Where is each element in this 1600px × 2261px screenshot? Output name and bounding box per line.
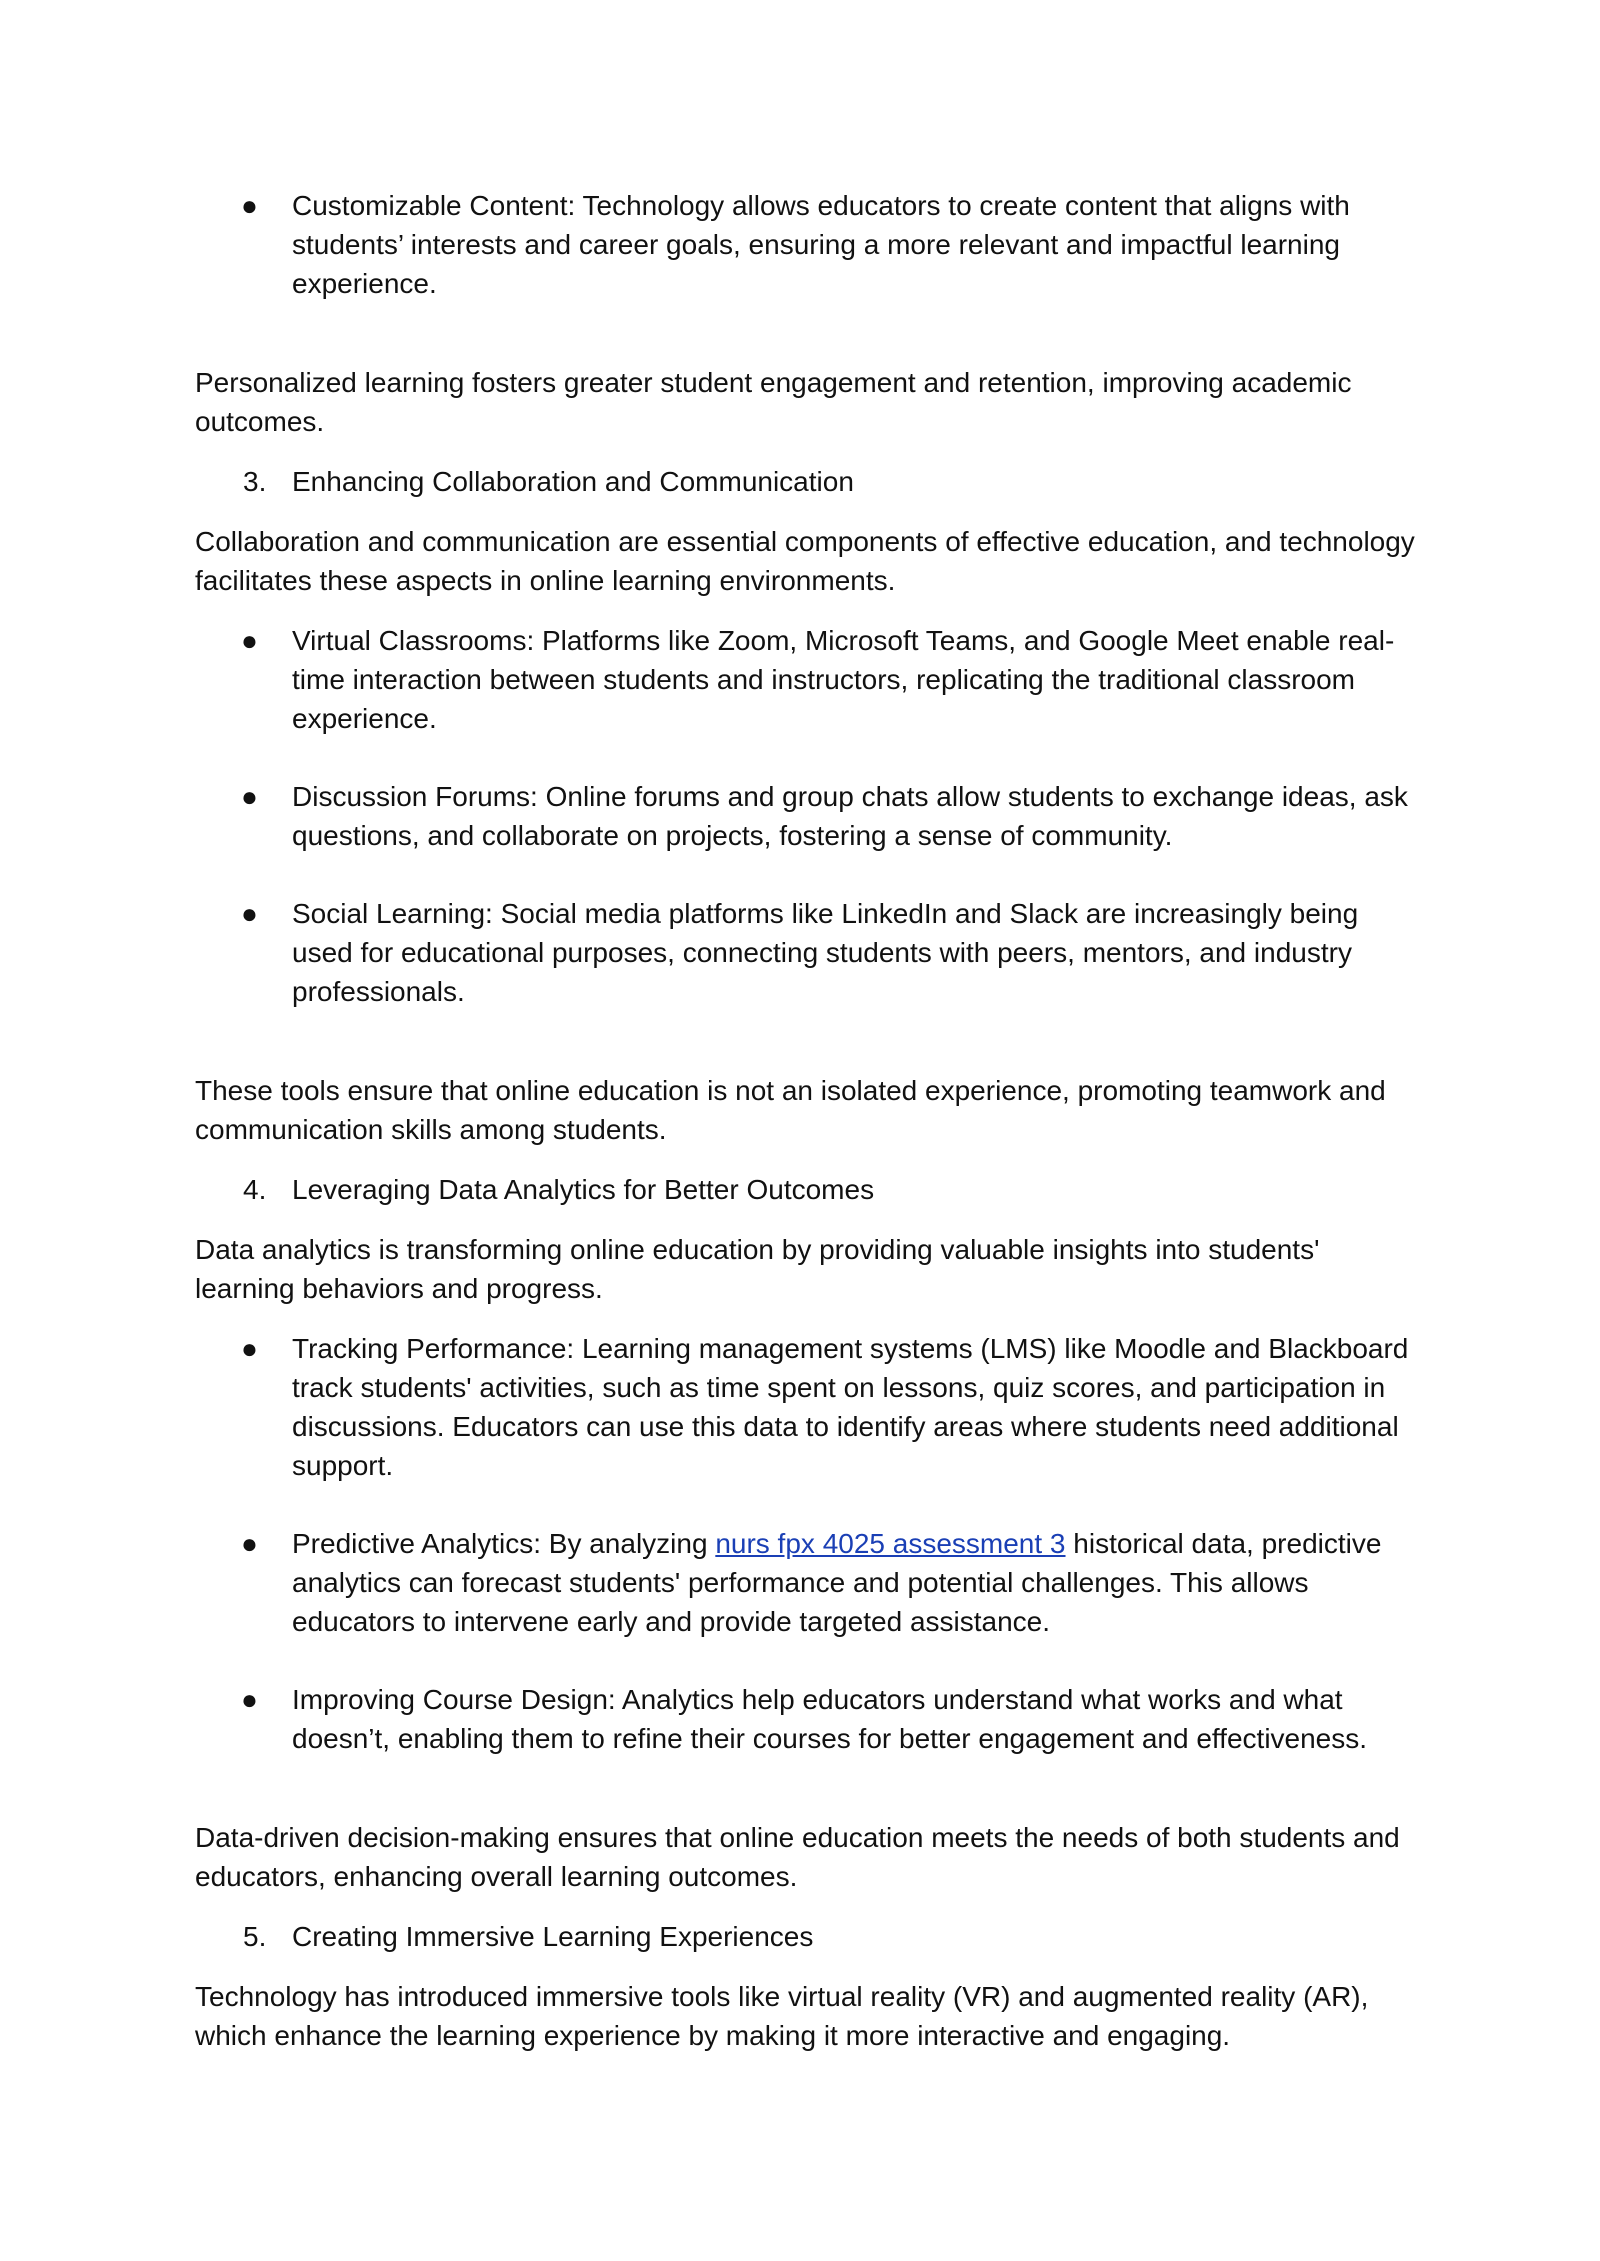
section-number: 4.	[243, 1174, 267, 1205]
bullet-text: Customizable Content: Technology allows educators to create content that aligns with students’ interests and career goals, ensuring a more relevant and impactful learning experience.	[292, 190, 1350, 299]
bullet-virtual-classrooms	[195, 621, 1420, 738]
bullet-dot: ●	[241, 625, 258, 656]
document-body	[195, 186, 1420, 2055]
bullet-discussion-forums	[195, 777, 1420, 855]
paragraph-personalized-learning: Personalized learning fosters greater student engagement and retention, improving academic outcomes.	[195, 367, 1352, 437]
bullet-dot: ●	[241, 1684, 258, 1715]
paragraph-collaboration-intro: Collaboration and communication are essential components of effective education, and technology facilitates these aspects in online learning environments.	[195, 526, 1415, 596]
section-number: 5.	[243, 1921, 267, 1952]
bullet-customizable-content	[195, 186, 1420, 303]
bullet-improving-course-design	[195, 1680, 1420, 1758]
bullet-text: Tracking Performance: Learning management systems (LMS) like Moodle and Blackboard track students' activities, such as time spent on lessons, quiz scores, and participation in discussions. Educators can use this data to identify areas where students need additional support.	[292, 1333, 1409, 1481]
bullet-text-before-link: Predictive Analytics: By analyzing	[292, 1528, 716, 1559]
bullet-text: Discussion Forums: Online forums and group chats allow students to exchange ideas, ask questions, and collaborate on projects, fostering a sense of community.	[292, 781, 1408, 851]
bullet-dot: ●	[241, 781, 258, 812]
paragraph-data-driven: Data-driven decision-making ensures that online education meets the needs of both students and educators, enhancing overall learning outcomes.	[195, 1822, 1400, 1892]
bullet-text: Social Learning: Social media platforms like LinkedIn and Slack are increasingly being used for educational purposes, connecting students with peers, mentors, and industry professionals.	[292, 898, 1359, 1007]
bullet-dot: ●	[241, 1333, 258, 1364]
bullet-social-learning	[195, 894, 1420, 1011]
section-heading-3	[195, 462, 1420, 501]
bullet-text: Virtual Classrooms: Platforms like Zoom, Microsoft Teams, and Google Meet enable real-time interaction between students and instructors, replicating the traditional classroom experience.	[292, 625, 1395, 734]
section-number: 3.	[243, 466, 267, 497]
bullet-predictive-analytics	[195, 1524, 1420, 1641]
section-title: Creating Immersive Learning Experiences	[292, 1921, 814, 1952]
paragraph-tools-ensure: These tools ensure that online education is not an isolated experience, promoting teamwork and communication skills among students.	[195, 1075, 1386, 1145]
bullet-text-after-link: historical data, predictive analytics can forecast students' performance and potential challenges. This allows educators to intervene early and provide targeted assistance.	[292, 1528, 1382, 1637]
section-title: Enhancing Collaboration and Communication	[292, 466, 854, 497]
section-heading-5	[195, 1917, 1420, 1956]
paragraph-data-analytics-intro: Data analytics is transforming online education by providing valuable insights into students' learning behaviors and progress.	[195, 1234, 1320, 1304]
bullet-dot: ●	[241, 190, 258, 221]
bullet-text: Improving Course Design: Analytics help educators understand what works and what doesn’t, enabling them to refine their courses for better engagement and effectiveness.	[292, 1684, 1368, 1754]
bullet-tracking-performance	[195, 1329, 1420, 1485]
bullet-dot: ●	[241, 898, 258, 929]
section-title: Leveraging Data Analytics for Better Outcomes	[292, 1174, 875, 1205]
section-heading-4	[195, 1170, 1420, 1209]
assessment-link[interactable]: nurs fpx 4025 assessment 3	[715, 1528, 1066, 1559]
bullet-dot: ●	[241, 1528, 258, 1559]
paragraph-immersive-tools: Technology has introduced immersive tools like virtual reality (VR) and augmented reality (AR), which enhance the learning experience by making it more interactive and engaging.	[195, 1981, 1369, 2051]
